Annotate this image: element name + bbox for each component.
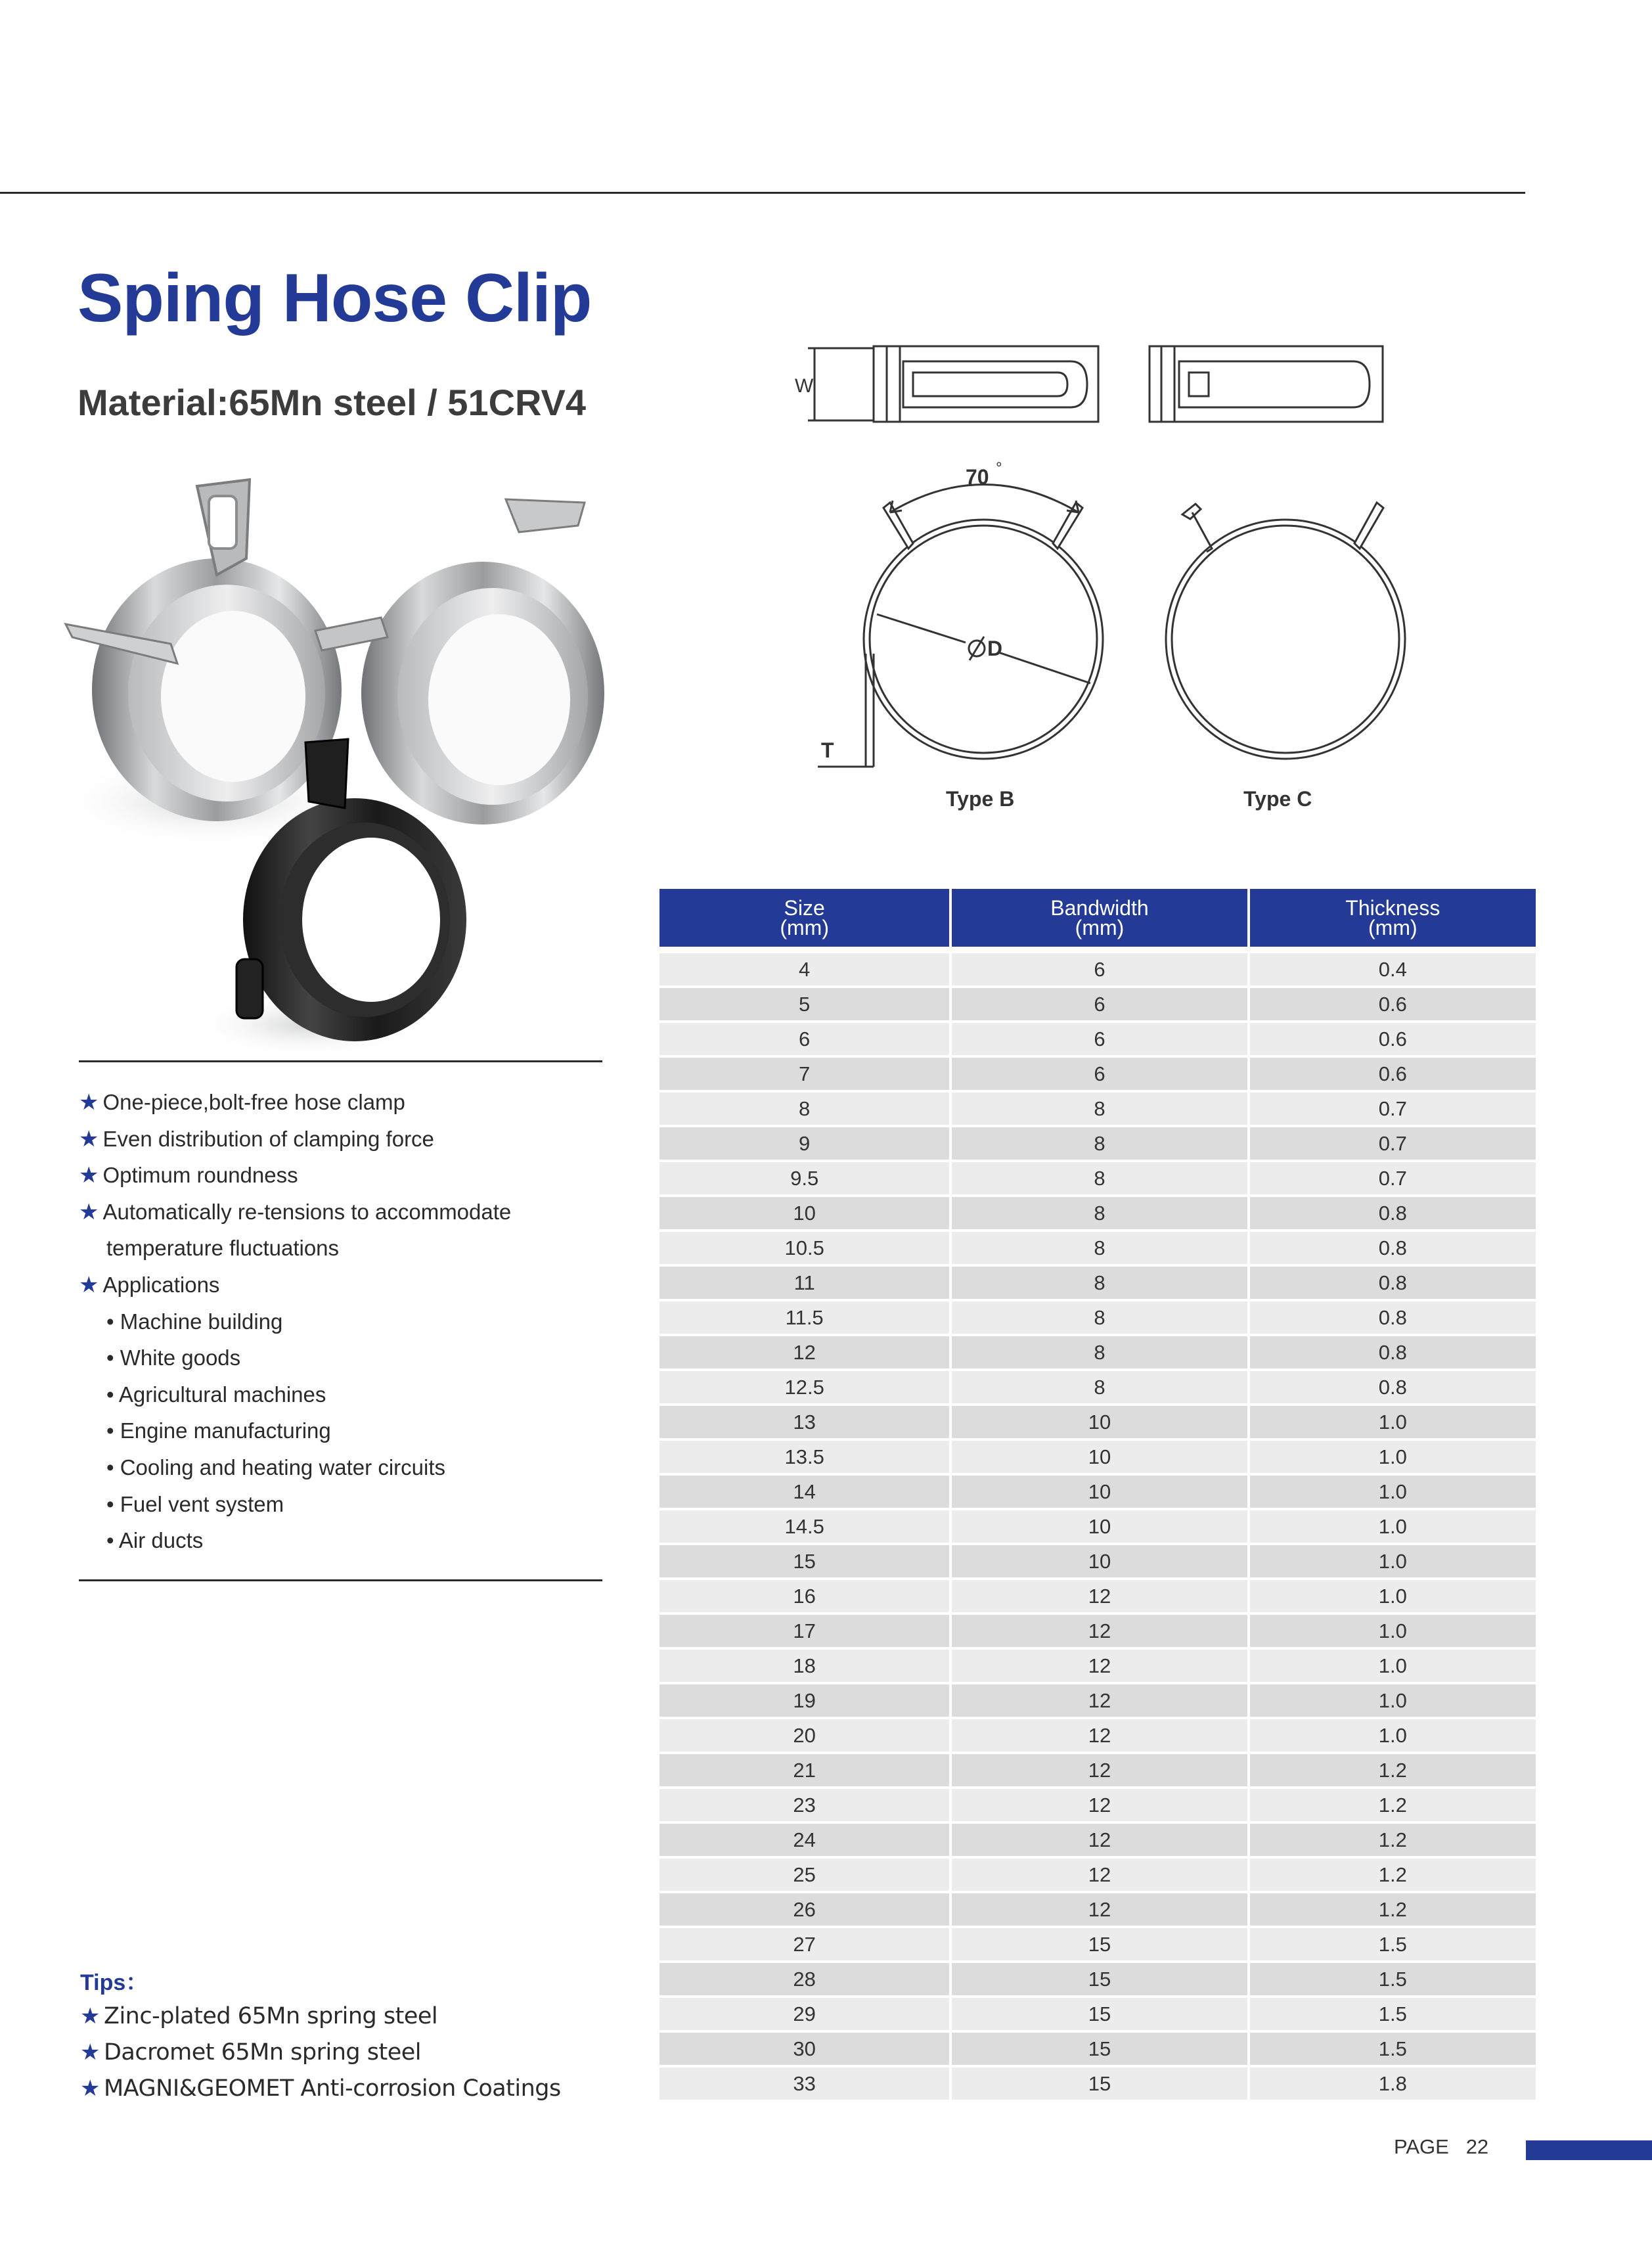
cell-thickness: 0.8	[1247, 1267, 1536, 1299]
cell-bandwidth: 12	[949, 1650, 1247, 1682]
cell-size: 16	[659, 1580, 949, 1612]
cell-bandwidth: 12	[949, 1859, 1247, 1891]
cell-size: 23	[659, 1789, 949, 1821]
header-size: Size (mm)	[659, 889, 949, 947]
table-row	[659, 1336, 1536, 1371]
page-label: PAGE	[1394, 2135, 1449, 2158]
cell-size: 9	[659, 1127, 949, 1160]
cell-bandwidth: 15	[949, 1928, 1247, 1960]
cell-thickness: 1.5	[1247, 1998, 1536, 2030]
feature-text: Optimum roundness	[102, 1163, 298, 1188]
cell-size: 18	[659, 1650, 949, 1682]
cell-size: 7	[659, 1058, 949, 1090]
cell-thickness: 1.0	[1247, 1510, 1536, 1543]
page-accent-bar	[1526, 2140, 1652, 2160]
cell-thickness: 0.7	[1247, 1162, 1536, 1194]
cell-thickness: 0.8	[1247, 1301, 1536, 1334]
feature-item	[79, 1194, 604, 1231]
cell-size: 17	[659, 1615, 949, 1647]
table-row	[659, 2033, 1536, 2067]
feature-text: • White goods	[106, 1345, 241, 1370]
feature-item	[79, 1412, 604, 1449]
cell-size: 13.5	[659, 1441, 949, 1473]
cell-size: 13	[659, 1406, 949, 1438]
table-row	[659, 953, 1536, 988]
cell-size: 26	[659, 1893, 949, 1926]
header-thickness: Thickness (mm)	[1247, 889, 1536, 947]
cell-thickness: 0.8	[1247, 1371, 1536, 1403]
technical-diagram	[788, 332, 1419, 821]
feature-text: • Air ducts	[106, 1528, 204, 1553]
feature-text: • Engine manufacturing	[106, 1418, 331, 1443]
cell-bandwidth: 12	[949, 1789, 1247, 1821]
table-row	[659, 1754, 1536, 1789]
cell-size: 19	[659, 1684, 949, 1717]
cell-bandwidth: 6	[949, 988, 1247, 1020]
cell-bandwidth: 10	[949, 1406, 1247, 1438]
cell-thickness: 0.7	[1247, 1093, 1536, 1125]
table-row	[659, 1510, 1536, 1545]
cell-thickness: 1.2	[1247, 1789, 1536, 1821]
feature-item	[79, 1230, 604, 1267]
cell-size: 12	[659, 1336, 949, 1368]
cell-bandwidth: 8	[949, 1127, 1247, 1160]
cell-size: 12.5	[659, 1371, 949, 1403]
star-icon: ★	[79, 1199, 99, 1225]
star-icon: ★	[80, 2075, 100, 2102]
feature-text: • Fuel vent system	[106, 1491, 284, 1516]
table-row	[659, 1093, 1536, 1127]
diameter-symbol	[969, 637, 985, 660]
cell-bandwidth: 10	[949, 1476, 1247, 1508]
cell-size: 9.5	[659, 1162, 949, 1194]
cell-thickness: 1.5	[1247, 2033, 1536, 2065]
cell-thickness: 0.6	[1247, 1023, 1536, 1055]
features-top-rule	[79, 1060, 602, 1062]
cell-size: 25	[659, 1859, 949, 1891]
cell-thickness: 1.0	[1247, 1650, 1536, 1682]
table-row	[659, 1406, 1536, 1441]
cell-bandwidth: 12	[949, 1684, 1247, 1717]
feature-text: • Machine building	[106, 1309, 283, 1334]
cell-bandwidth: 8	[949, 1267, 1247, 1299]
table-row	[659, 1371, 1536, 1406]
cell-thickness: 0.6	[1247, 988, 1536, 1020]
material-subtitle: Material:65Mn steel / 51CRV4	[78, 382, 586, 423]
table-row	[659, 1301, 1536, 1336]
star-icon: ★	[80, 2003, 100, 2029]
cell-size: 5	[659, 988, 949, 1020]
cell-thickness: 1.0	[1247, 1476, 1536, 1508]
feature-item	[79, 1340, 604, 1376]
table-row	[659, 1232, 1536, 1267]
tip-text: Dacromet 65Mn spring steel	[103, 2039, 422, 2066]
cell-size: 11	[659, 1267, 949, 1299]
cell-size: 14.5	[659, 1510, 949, 1543]
top-rule	[0, 192, 1525, 194]
page-number	[1394, 2135, 1488, 2159]
feature-item	[79, 1121, 604, 1158]
feature-item	[79, 1267, 604, 1303]
tip-item	[80, 2071, 561, 2107]
cell-thickness: 1.2	[1247, 1859, 1536, 1891]
cell-bandwidth: 6	[949, 953, 1247, 985]
cell-size: 10.5	[659, 1232, 949, 1264]
cell-size: 10	[659, 1197, 949, 1229]
width-label: W	[795, 375, 814, 397]
cell-bandwidth: 12	[949, 1824, 1247, 1856]
cell-bandwidth: 12	[949, 1615, 1247, 1647]
tips-list	[80, 1998, 561, 2107]
cell-thickness: 0.6	[1247, 1058, 1536, 1090]
tip-text: Zinc-plated 65Mn spring steel	[103, 2003, 438, 2029]
cell-thickness: 1.5	[1247, 1963, 1536, 1995]
table-header	[659, 889, 1536, 947]
feature-item	[79, 1084, 604, 1121]
type-c-label: Type C	[1243, 787, 1312, 811]
page-title: Sping Hose Clip	[78, 260, 592, 336]
feature-text: • Agricultural machines	[106, 1382, 326, 1407]
cell-bandwidth: 12	[949, 1580, 1247, 1612]
feature-text: • Cooling and heating water circuits	[106, 1455, 445, 1479]
cell-thickness: 1.8	[1247, 2067, 1536, 2100]
cell-size: 8	[659, 1093, 949, 1125]
features-bottom-rule	[79, 1579, 602, 1581]
cell-bandwidth: 10	[949, 1441, 1247, 1473]
table-row	[659, 1580, 1536, 1615]
cell-bandwidth: 12	[949, 1754, 1247, 1786]
cell-thickness: 0.8	[1247, 1232, 1536, 1264]
cell-size: 28	[659, 1963, 949, 1995]
cell-bandwidth: 12	[949, 1719, 1247, 1751]
cell-size: 24	[659, 1824, 949, 1856]
cell-thickness: 1.0	[1247, 1545, 1536, 1577]
table-row	[659, 1267, 1536, 1301]
cell-bandwidth: 8	[949, 1336, 1247, 1368]
table-body	[659, 953, 1536, 2102]
thickness-label: T	[821, 738, 834, 762]
table-row	[659, 1893, 1536, 1928]
table-row	[659, 1789, 1536, 1824]
table-row	[659, 1963, 1536, 1998]
diameter-label: D	[987, 637, 1003, 660]
table-row	[659, 1928, 1536, 1963]
cell-size: 27	[659, 1928, 949, 1960]
cell-size: 15	[659, 1545, 949, 1577]
table-row	[659, 1476, 1536, 1510]
cell-bandwidth: 15	[949, 1963, 1247, 1995]
cell-size: 11.5	[659, 1301, 949, 1334]
table-row	[659, 1615, 1536, 1650]
feature-item	[79, 1486, 604, 1523]
star-icon: ★	[80, 2039, 100, 2066]
cell-thickness: 1.0	[1247, 1580, 1536, 1612]
table-row	[659, 2067, 1536, 2102]
table-row	[659, 1127, 1536, 1162]
feature-item	[79, 1449, 604, 1486]
feature-item	[79, 1522, 604, 1559]
cell-size: 6	[659, 1023, 949, 1055]
cell-thickness: 1.5	[1247, 1928, 1536, 1960]
angle-label: 70	[966, 465, 989, 489]
table-row	[659, 1719, 1536, 1754]
table-row	[659, 988, 1536, 1023]
table-row	[659, 1859, 1536, 1893]
tips-heading	[80, 1964, 148, 1997]
feature-text: Even distribution of clamping force	[102, 1126, 434, 1151]
features-list	[79, 1084, 604, 1559]
feature-text: One-piece,bolt-free hose clamp	[102, 1090, 405, 1114]
table-row	[659, 1197, 1536, 1232]
cell-size: 29	[659, 1998, 949, 2030]
cell-size: 21	[659, 1754, 949, 1786]
table-row	[659, 1824, 1536, 1859]
star-icon: ★	[79, 1272, 99, 1298]
feature-item	[79, 1157, 604, 1194]
star-icon: ★	[79, 1090, 99, 1115]
page-num: 22	[1465, 2135, 1489, 2158]
feature-text: temperature fluctuations	[106, 1236, 340, 1261]
cell-size: 20	[659, 1719, 949, 1751]
cell-thickness: 1.0	[1247, 1719, 1536, 1751]
table-row	[659, 1684, 1536, 1719]
cell-bandwidth: 8	[949, 1371, 1247, 1403]
spec-table	[659, 889, 1536, 2102]
cell-bandwidth: 8	[949, 1093, 1247, 1125]
type-b-label: Type B	[946, 787, 1015, 811]
cell-size: 4	[659, 953, 949, 985]
table-row	[659, 1058, 1536, 1093]
tip-text: MAGNI&GEOMET Anti-corrosion Coatings	[103, 2075, 561, 2102]
header-bandwidth: Bandwidth (mm)	[949, 889, 1247, 947]
cell-bandwidth: 15	[949, 1998, 1247, 2030]
cell-size: 14	[659, 1476, 949, 1508]
feature-item	[79, 1303, 604, 1340]
star-icon: ★	[79, 1126, 99, 1152]
cell-thickness: 1.0	[1247, 1684, 1536, 1717]
tip-item	[80, 2035, 561, 2071]
cell-thickness: 1.0	[1247, 1615, 1536, 1647]
tips-colon: ：	[125, 1970, 148, 1995]
table-row	[659, 1023, 1536, 1058]
tip-item	[80, 1998, 561, 2035]
table-row	[659, 1650, 1536, 1684]
cell-bandwidth: 8	[949, 1197, 1247, 1229]
cell-bandwidth: 10	[949, 1545, 1247, 1577]
cell-bandwidth: 8	[949, 1301, 1247, 1334]
table-row	[659, 1441, 1536, 1476]
tips-title: Tips	[80, 1970, 126, 1995]
feature-item	[79, 1376, 604, 1413]
table-row	[659, 1998, 1536, 2033]
feature-text: Automatically re-tensions to accommodate	[102, 1199, 512, 1224]
cell-thickness: 0.8	[1247, 1336, 1536, 1368]
cell-thickness: 1.2	[1247, 1824, 1536, 1856]
cell-thickness: 0.8	[1247, 1197, 1536, 1229]
cell-thickness: 1.2	[1247, 1754, 1536, 1786]
star-icon: ★	[79, 1163, 99, 1188]
cell-bandwidth: 8	[949, 1162, 1247, 1194]
degree-symbol: °	[996, 459, 1002, 477]
product-photo	[46, 460, 624, 1071]
cell-thickness: 1.0	[1247, 1406, 1536, 1438]
cell-bandwidth: 8	[949, 1232, 1247, 1264]
cell-bandwidth: 15	[949, 2067, 1247, 2100]
cell-bandwidth: 6	[949, 1058, 1247, 1090]
feature-text: Applications	[102, 1272, 220, 1297]
cell-thickness: 1.2	[1247, 1893, 1536, 1926]
cell-size: 30	[659, 2033, 949, 2065]
table-row	[659, 1545, 1536, 1580]
cell-thickness: 1.0	[1247, 1441, 1536, 1473]
cell-bandwidth: 12	[949, 1893, 1247, 1926]
cell-bandwidth: 10	[949, 1510, 1247, 1543]
table-row	[659, 1162, 1536, 1197]
cell-bandwidth: 6	[949, 1023, 1247, 1055]
cell-size: 33	[659, 2067, 949, 2100]
cell-thickness: 0.4	[1247, 953, 1536, 985]
cell-bandwidth: 15	[949, 2033, 1247, 2065]
cell-thickness: 0.7	[1247, 1127, 1536, 1160]
